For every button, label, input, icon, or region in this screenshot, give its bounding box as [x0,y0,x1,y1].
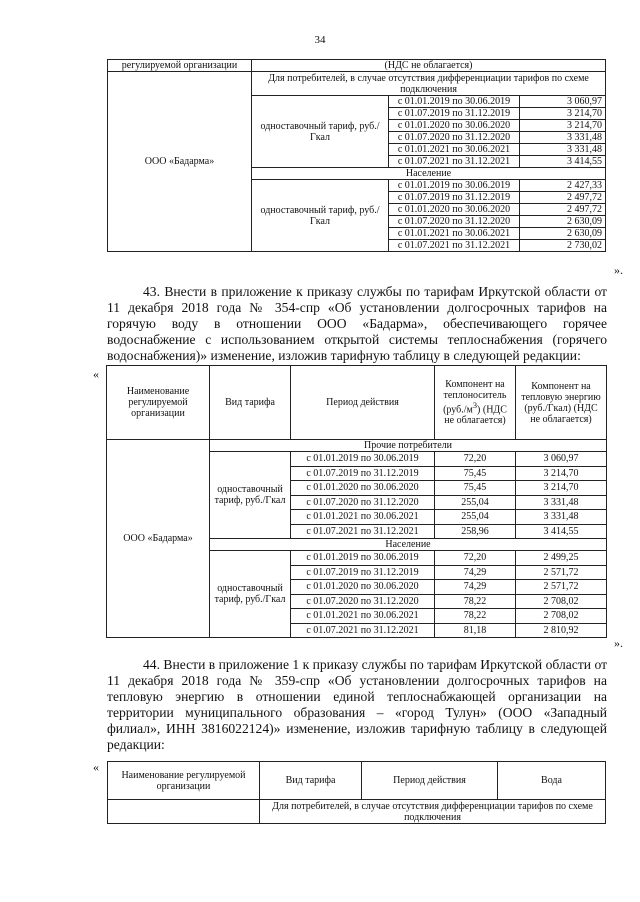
table1-period: с 01.07.2019 по 31.12.2019 [389,108,520,120]
table1-period: с 01.01.2019 по 30.06.2019 [389,180,520,192]
table1-section-heading: Население [252,168,606,180]
table1-period: с 01.01.2021 по 30.06.2021 [389,144,520,156]
table1-period: с 01.01.2020 по 30.06.2020 [389,120,520,132]
table2-energy-value: 2 708,02 [516,609,607,624]
table2-opening-quote: « [93,367,99,381]
t3-header-water: Вода [498,762,606,800]
table2-period: с 01.07.2020 по 31.12.2020 [291,495,435,510]
table2-period: с 01.01.2020 по 30.06.2020 [291,481,435,496]
table2-carrier-value: 72,20 [435,452,516,467]
table1-top-right: (НДС не облагается) [252,60,606,72]
table1-period: с 01.07.2021 по 31.12.2021 [389,156,520,168]
table1-period: с 01.01.2019 по 30.06.2019 [389,96,520,108]
table1-value: 3 060,97 [520,96,606,108]
header-org: Наименование регулируемой организации [107,366,210,440]
table2-period: с 01.01.2020 по 30.06.2020 [291,580,435,595]
table2-tariff-type: одноставочный тариф, руб./Гкал [210,452,291,539]
table1-period: с 01.01.2020 по 30.06.2020 [389,204,520,216]
table2-period: с 01.01.2019 по 30.06.2019 [291,551,435,566]
table2-energy-value: 3 414,55 [516,524,607,539]
paragraph-43 [107,284,607,364]
table2-energy-value: 3 331,48 [516,510,607,525]
table2-carrier-value: 74,29 [435,565,516,580]
table1-period: с 01.07.2020 по 31.12.2020 [389,216,520,228]
header-carrier: Компонент на теплоноситель $(руб./м^3)$ (НДС не облагается) [435,366,516,440]
tariff-table-3 [107,761,606,824]
table1-period: с 01.07.2020 по 31.12.2020 [389,132,520,144]
table1-section-heading: Для потребителей, в случае отсутствия дифференциации тарифов по схеме подключения [252,72,606,96]
paragraph-43-text: 43. Внести в приложение к приказу службы по тарифам Иркутской области от 11 декабря 2018 года № 354-спр «Об установлении долгосрочных тарифов на горячую воду в отношении ООО «Бадарма», обеспечивающего горячее водоснабжение с использованием открытой системы теплоснабжения (горячего водоснабжения)» изменение, изложив тарифную таблицу в следующей редакции: [107,284,607,363]
table1-period: с 01.07.2019 по 31.12.2019 [389,192,520,204]
table1-closing-quote: ». [614,263,623,277]
header-tariff-type: Вид тарифа [210,366,291,440]
table2-energy-value: 3 214,70 [516,481,607,496]
header-period: Период действия [291,366,435,440]
table2-energy-value: 2 708,02 [516,594,607,609]
table2-section-heading: Население [210,539,607,551]
header-energy: Компонент на тепловую энергию (руб./Гкал) (НДС не облагается) [516,366,607,440]
table2-energy-value: 2 499,25 [516,551,607,566]
table2-org: ООО «Бадарма» [107,440,210,638]
table2-carrier-value: 81,18 [435,623,516,638]
table1-value: 3 331,48 [520,144,606,156]
table2-period: с 01.07.2020 по 31.12.2020 [291,594,435,609]
table2-energy-value: 2 571,72 [516,565,607,580]
table1-value: 2 497,72 [520,192,606,204]
table2-period: с 01.07.2021 по 31.12.2021 [291,524,435,539]
table2-carrier-value: 75,45 [435,466,516,481]
table1-tariff-type: одноставочный тариф, руб./Гкал [252,180,389,252]
t3-header-period: Период действия [362,762,498,800]
table3-opening-quote: « [93,760,99,774]
table1-tariff-type: одноставочный тариф, руб./Гкал [252,96,389,168]
paragraph-44-text: 44. Внести в приложение 1 к приказу службы по тарифам Иркутской области от 11 декабря 2018 года № 359-спр «Об установлении долгосрочных тарифов на тепловую энергию в отношении единой теплоснабжающей организации на территории муниципального образования – «город Тулун» (ООО «Западный филиал», ИНН 3816022124)» изменение, изложив тарифную таблицу в следующей редакции: [107,657,608,752]
table2-period: с 01.01.2021 по 30.06.2021 [291,609,435,624]
table2-period: с 01.07.2019 по 31.12.2019 [291,565,435,580]
table1-value: 3 414,55 [520,156,606,168]
table1-value: 2 730,02 [520,240,606,252]
table2-carrier-value: 78,22 [435,594,516,609]
t3-header-org: Наименование регулируемой организации [108,762,260,800]
tariff-table-2 [106,365,607,638]
table2-carrier-value: 78,22 [435,609,516,624]
table2-energy-value: 3 214,70 [516,466,607,481]
table1-value: 3 331,48 [520,132,606,144]
page-number: 34 [314,34,326,46]
table2-carrier-value: 74,29 [435,580,516,595]
table1-period: с 01.07.2021 по 31.12.2021 [389,240,520,252]
table1-value: 2 630,09 [520,216,606,228]
table2-energy-value: 2 571,72 [516,580,607,595]
table2-section-heading: Прочие потребители [210,440,607,452]
table2-period: с 01.07.2021 по 31.12.2021 [291,623,435,638]
table2-period: с 01.01.2021 по 30.06.2021 [291,510,435,525]
t3-section-heading: Для потребителей, в случае отсутствия дифференциации тарифов по схеме подключения [260,800,606,824]
table2-carrier-value: 255,04 [435,495,516,510]
table2-carrier-value: 75,45 [435,481,516,496]
table2-energy-value: 3 331,48 [516,495,607,510]
table2-tariff-type: одноставочный тариф, руб./Гкал [210,551,291,638]
paragraph-44 [107,657,607,753]
table1-value: 3 214,70 [520,120,606,132]
table2-period: с 01.07.2019 по 31.12.2019 [291,466,435,481]
table1-value: 2 497,72 [520,204,606,216]
table1-value: 2 427,33 [520,180,606,192]
table2-closing-quote: ». [614,636,623,650]
table2-carrier-value: 72,20 [435,551,516,566]
table2-period: с 01.01.2019 по 30.06.2019 [291,452,435,467]
table2-carrier-value: 258,96 [435,524,516,539]
table1-value: 2 630,09 [520,228,606,240]
t3-header-tariff-type: Вид тарифа [260,762,362,800]
table1-period: с 01.01.2021 по 30.06.2021 [389,228,520,240]
table2-energy-value: 3 060,97 [516,452,607,467]
tariff-table-1 [107,59,606,252]
table1-top-left: регулируемой организации [108,60,252,72]
table2-carrier-value: 255,04 [435,510,516,525]
table2-energy-value: 2 810,92 [516,623,607,638]
table1-org: ООО «Бадарма» [108,72,252,252]
table1-value: 3 214,70 [520,108,606,120]
t3-empty-cell [108,800,260,824]
